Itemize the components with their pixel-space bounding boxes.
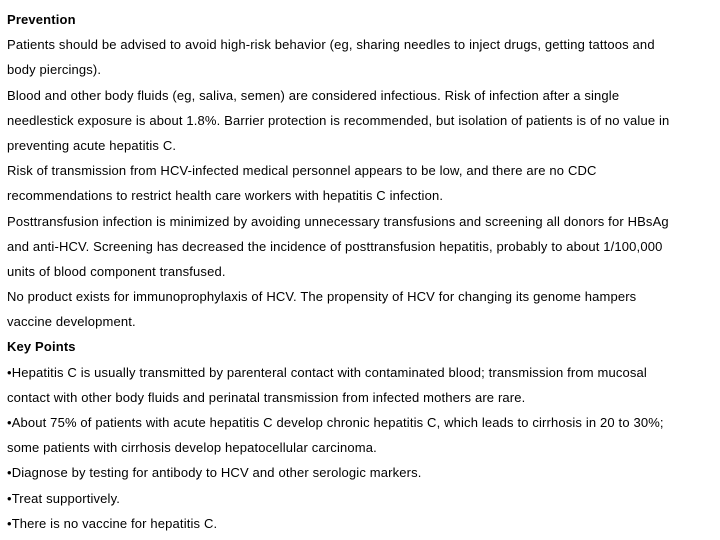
key-point-line: •There is no vaccine for hepatitis C. [7, 515, 218, 531]
prevention-text-line: recommendations to restrict health care workers with hepatitis C infection. [7, 188, 444, 204]
prevention-text-line: needlestick exposure is about 1.8%. Barrier protection is recommended, but isolation of patients is of no value in [7, 112, 670, 128]
key-point-line: contact with other body fluids and perinatal transmission from infected mothers are rare. [7, 389, 526, 405]
prevention-text-line: Patients should be advised to avoid high-risk behavior (eg, sharing needles to inject drugs, getting tattoos and [7, 37, 655, 53]
prevention-text-line: units of blood component transfused. [7, 263, 226, 279]
prevention-text-line: Posttransfusion infection is minimized by avoiding unnecessary transfusions and screening all donors for HBsAg [7, 213, 669, 229]
key-point-line: •Diagnose by testing for antibody to HCV and other serologic markers. [7, 465, 422, 481]
prevention-heading: Prevention [7, 12, 76, 27]
key-points-heading: Key Points [7, 339, 76, 355]
prevention-text-line: No product exists for immunoprophylaxis of HCV. The propensity of HCV for changing its genome hampers [7, 289, 637, 305]
prevention-text-line: Risk of transmission from HCV-infected medical personnel appears to be low, and there are no CDC [7, 163, 597, 179]
document-page [7, 7, 713, 536]
key-point-line: •About 75% of patients with acute hepatitis C develop chronic hepatitis C, which leads to cirrhosis in 20 to 30%; [7, 415, 664, 430]
key-point-line: •Hepatitis C is usually transmitted by parenteral contact with contaminated blood; transmission from mucosal [7, 364, 647, 380]
key-point-line: •Treat supportively. [7, 490, 121, 506]
prevention-text-line: Blood and other body fluids (eg, saliva, semen) are considered infectious. Risk of infection after a single [7, 87, 620, 103]
key-point-line: some patients with cirrhosis develop hepatocellular carcinoma. [7, 440, 377, 456]
prevention-text-line: vaccine development. [7, 314, 136, 330]
prevention-text-line: preventing acute hepatitis C. [7, 137, 177, 153]
prevention-text-line: and anti-HCV. Screening has decreased the incidence of posttransfusion hepatitis, probably to about 1/100,000 [7, 238, 663, 254]
prevention-text-line: body piercings). [7, 62, 102, 78]
